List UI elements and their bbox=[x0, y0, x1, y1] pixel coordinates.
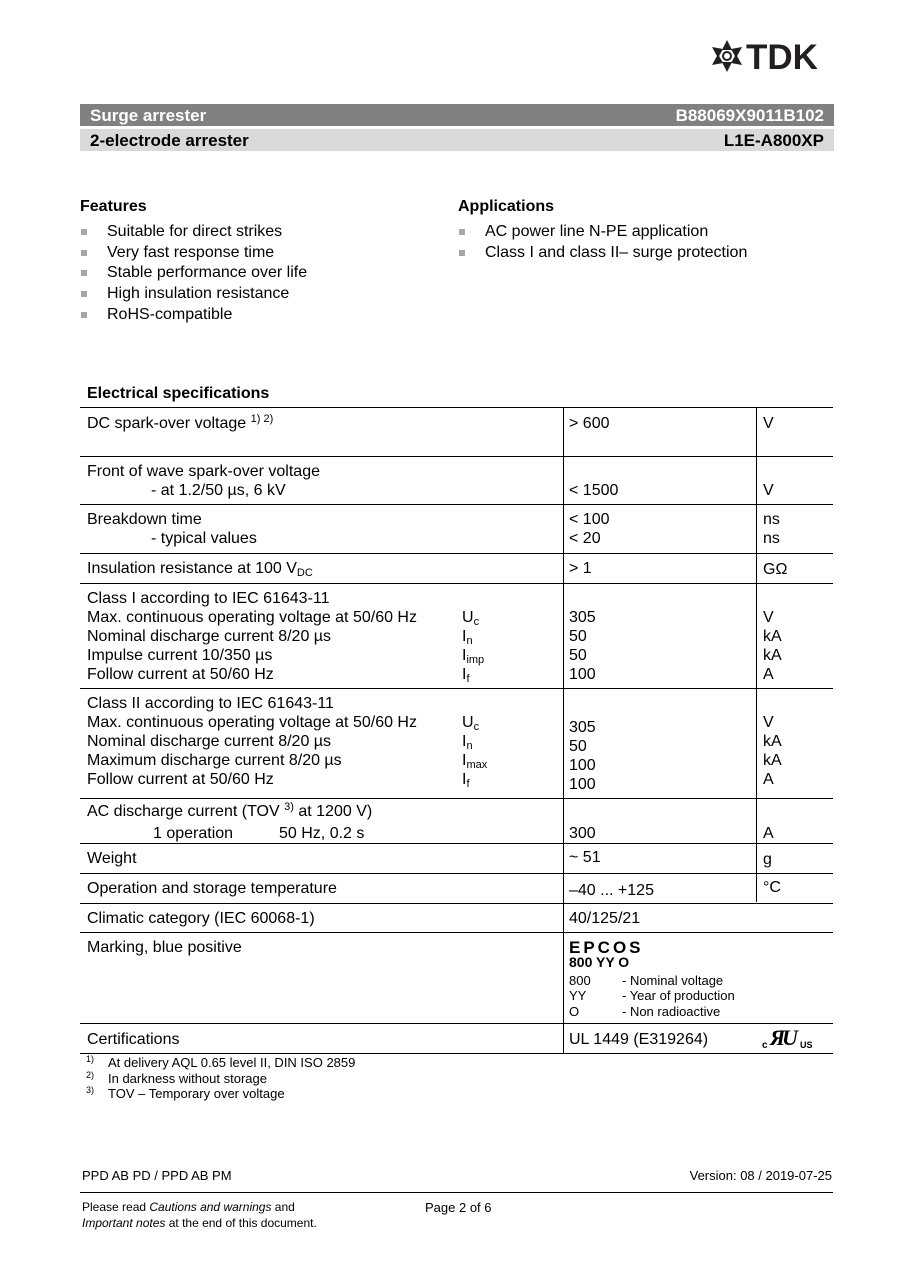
weight-unit: g bbox=[763, 851, 772, 868]
temperature-label: Operation and storage temperature bbox=[87, 880, 337, 897]
temperature-unit: °C bbox=[763, 879, 781, 896]
weight-label: Weight bbox=[87, 850, 137, 867]
list-item: Very fast response time bbox=[80, 243, 307, 264]
breakdown-value: < 100 bbox=[569, 511, 610, 528]
footer-version: Version: 08 / 2019-07-25 bbox=[689, 1168, 832, 1183]
dc-spark-value: > 600 bbox=[569, 415, 610, 432]
marking-legend-desc: - Non radioactive bbox=[622, 1004, 721, 1019]
table-row bbox=[80, 798, 833, 843]
climatic-label: Climatic category (IEC 60068-1) bbox=[87, 910, 315, 927]
class2-param-symbol: $U_c$ bbox=[462, 714, 480, 733]
class1-param-unit: kA bbox=[763, 628, 782, 645]
class2-param-unit: kA bbox=[763, 733, 782, 750]
insulation-unit: GΩ bbox=[763, 561, 788, 578]
breakdown-value: < 20 bbox=[569, 530, 601, 547]
class1-param-unit: A bbox=[763, 666, 774, 683]
applications-section bbox=[458, 198, 747, 263]
svg-text:US: US bbox=[800, 1040, 813, 1050]
table-row bbox=[80, 553, 833, 583]
class1-param-symbol: $I_f$ bbox=[462, 666, 470, 685]
class1-param-value: 305 bbox=[569, 609, 596, 626]
class2-param-label: Maximum discharge current 8/20 µs bbox=[87, 752, 342, 769]
class1-title: Class I according to IEC 61643-11 bbox=[87, 590, 330, 607]
class2-param-symbol: $I_f$ bbox=[462, 771, 470, 790]
table-row bbox=[80, 1023, 833, 1054]
front-wave-unit: V bbox=[763, 482, 774, 499]
class1-param-unit: kA bbox=[763, 647, 782, 664]
class1-param-symbol: $I_n$ bbox=[462, 628, 473, 647]
dc-spark-unit: V bbox=[763, 415, 774, 432]
class2-param-unit: kA bbox=[763, 752, 782, 769]
table-row bbox=[80, 873, 833, 903]
breakdown-unit: ns bbox=[763, 530, 780, 547]
class1-param-label: Follow current at 50/60 Hz bbox=[87, 666, 274, 683]
breakdown-unit: ns bbox=[763, 511, 780, 528]
table-row bbox=[80, 407, 833, 456]
list-item: Stable performance over life bbox=[80, 263, 307, 284]
footnote: 2) In darkness without storage bbox=[86, 1069, 267, 1086]
list-item: RoHS-compatible bbox=[80, 305, 307, 326]
class2-param-symbol: $I_{max}$ bbox=[462, 752, 488, 771]
front-wave-label: Front of wave spark-over voltage bbox=[87, 463, 320, 480]
class2-param-value: 50 bbox=[569, 738, 587, 755]
tdk-logo bbox=[710, 38, 838, 74]
class1-param-symbol: $U_c$ bbox=[462, 609, 480, 628]
ac-discharge-frequency: 50 Hz, 0.2 s bbox=[279, 825, 365, 842]
footer-disclaimer: Please read Cautions and warnings and Important notes at the end of this document. bbox=[82, 1200, 317, 1230]
marking-legend-desc: - Year of production bbox=[622, 988, 735, 1003]
table-row bbox=[80, 903, 833, 932]
applications-list bbox=[458, 222, 747, 263]
table-row bbox=[80, 504, 833, 553]
class2-param-value: 100 bbox=[569, 776, 596, 793]
footnotes bbox=[86, 1055, 355, 1102]
marking-legend-desc: - Nominal voltage bbox=[622, 973, 724, 988]
class2-param-symbol: $I_n$ bbox=[462, 733, 473, 752]
epcos-logo: EPCOS bbox=[569, 938, 644, 957]
page-number: Page 2 of 6 bbox=[425, 1200, 492, 1215]
applications-title: Applications bbox=[458, 198, 555, 215]
class1-param-value: 50 bbox=[569, 628, 587, 645]
dc-spark-label: DC spark-over voltage $^{1) 2)}$ bbox=[87, 413, 274, 432]
ac-discharge-unit: A bbox=[763, 825, 774, 842]
class1-param-symbol: $I_{imp}$ bbox=[462, 647, 485, 666]
certifications-label: Certifications bbox=[87, 1031, 180, 1048]
ac-discharge-value: 300 bbox=[569, 825, 596, 842]
svg-text:TDK: TDK bbox=[746, 38, 818, 74]
breakdown-sub: - typical values bbox=[151, 530, 257, 547]
product-category: Surge arrester bbox=[90, 106, 207, 125]
footnote: 3) TOV – Temporary over voltage bbox=[86, 1085, 285, 1101]
marking-label: Marking, blue positive bbox=[87, 939, 242, 956]
class1-param-value: 50 bbox=[569, 647, 587, 664]
part-number: B88069X9011B102 bbox=[675, 106, 824, 125]
table-row bbox=[80, 688, 833, 798]
class1-param-value: 100 bbox=[569, 666, 596, 683]
product-subtitle: 2-electrode arrester bbox=[90, 131, 249, 150]
class1-param-label: Impulse current 10/350 µs bbox=[87, 647, 273, 664]
footnote: 1) At delivery AQL 0.65 level II, DIN ISO 2859 bbox=[86, 1054, 356, 1070]
class2-param-value: 305 bbox=[569, 719, 596, 736]
subheader-bar bbox=[80, 129, 834, 151]
certifications-value: UL 1449 (E319264) bbox=[569, 1031, 709, 1048]
marking-legend-key: 800 bbox=[569, 973, 591, 988]
type-code: L1E-A800XP bbox=[723, 131, 824, 150]
features-title: Features bbox=[80, 198, 147, 215]
insulation-label: Insulation resistance at 100 $V_{DC}$ bbox=[87, 560, 313, 579]
climatic-value: 40/125/21 bbox=[569, 910, 641, 927]
list-item: Suitable for direct strikes bbox=[80, 222, 307, 243]
class1-param-label: Max. continuous operating voltage at 50/60 Hz bbox=[87, 609, 417, 626]
ac-discharge-label: AC discharge current (TOV $^{3)}$ at 1200 V) bbox=[87, 801, 373, 820]
footer-divider bbox=[80, 1192, 833, 1193]
ac-discharge-operation: 1 operation bbox=[153, 825, 234, 842]
temperature-value: –40 ... +125 bbox=[569, 882, 654, 899]
class1-param-label: Nominal discharge current 8/20 µs bbox=[87, 628, 331, 645]
ul-recognized-icon bbox=[762, 1028, 814, 1050]
features-section bbox=[80, 198, 307, 326]
class2-param-unit: V bbox=[763, 714, 774, 731]
svg-text:U: U bbox=[782, 1028, 798, 1050]
weight-value: ~ 51 bbox=[569, 849, 601, 866]
features-list bbox=[80, 222, 307, 326]
front-wave-value: < 1500 bbox=[569, 482, 619, 499]
front-wave-sub: - at 1.2/50 µs, 6 kV bbox=[151, 482, 286, 499]
svg-text:c: c bbox=[762, 1040, 768, 1050]
class2-param-value: 100 bbox=[569, 757, 596, 774]
table-row bbox=[80, 583, 833, 688]
marking-legend-key: O bbox=[569, 1004, 580, 1019]
class2-title: Class II according to IEC 61643-11 bbox=[87, 695, 334, 712]
list-item: Class I and class II– surge protection bbox=[458, 243, 747, 264]
marking-legend-key: YY bbox=[569, 988, 587, 1003]
table-row bbox=[80, 932, 833, 1023]
insulation-value: > 1 bbox=[569, 560, 592, 577]
header-bar bbox=[80, 104, 834, 126]
table-row bbox=[80, 456, 833, 504]
class2-param-label: Nominal discharge current 8/20 µs bbox=[87, 733, 331, 750]
class1-param-unit: V bbox=[763, 609, 774, 626]
list-item: AC power line N-PE application bbox=[458, 222, 747, 243]
breakdown-label: Breakdown time bbox=[87, 511, 202, 528]
table-row bbox=[80, 843, 833, 873]
svg-text:Я: Я bbox=[770, 1028, 783, 1050]
class2-param-unit: A bbox=[763, 771, 774, 788]
class2-param-label: Max. continuous operating voltage at 50/60 Hz bbox=[87, 714, 417, 731]
marking-code: 800 YY O bbox=[569, 954, 630, 970]
spec-table-title: Electrical specifications bbox=[87, 385, 270, 402]
class2-param-label: Follow current at 50/60 Hz bbox=[87, 771, 274, 788]
list-item: High insulation resistance bbox=[80, 284, 307, 305]
footer-department: PPD AB PD / PPD AB PM bbox=[82, 1168, 232, 1183]
